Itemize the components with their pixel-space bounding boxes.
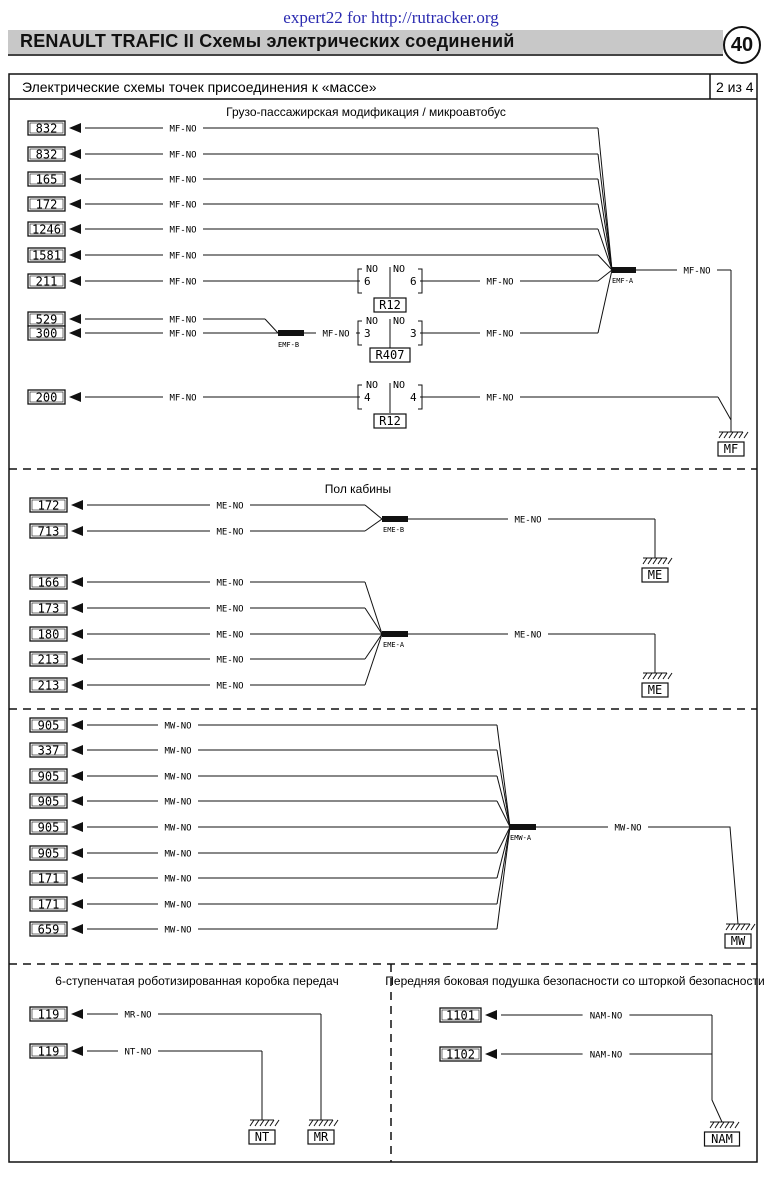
ground-label: MF [723,442,739,456]
splice-label: EME-A [383,641,405,649]
wire [365,582,382,634]
watermark-url: expert22 for http://rutracker.org [283,8,499,27]
ground-hatch [715,1122,719,1128]
ground-hatch [668,558,672,564]
ground-hatch [730,1122,734,1128]
arrow-icon [71,577,83,587]
arrow-icon [69,328,81,338]
connector-label: 213 [37,678,60,693]
wire-label: ME-NO [514,630,542,641]
arrow-icon [71,1009,83,1019]
ground-hatch [250,1120,254,1126]
wire [497,776,510,827]
connector-label: 832 [35,121,58,136]
connector-label: 173 [37,601,60,616]
wire-label: MW-NO [614,823,642,834]
arrow-icon [69,314,81,324]
arrow-icon [71,873,83,883]
wire-label: MW-NO [164,721,192,732]
ground-hatch [739,432,743,438]
wire [365,519,382,531]
arrow-icon [71,745,83,755]
wire-label: ME-NO [216,604,244,615]
relay-pin-left: 6 [364,275,371,288]
page-number-badge: 40 [723,26,761,64]
ground-hatch [729,432,733,438]
wire-label: MW-NO [164,874,192,885]
arrow-icon [69,123,81,133]
ground-hatch [719,432,723,438]
ground-hatch [668,673,672,679]
wire [365,634,382,685]
connector-label: 165 [35,172,58,187]
connector-label: 166 [37,575,60,590]
wire [265,319,278,333]
wire-label: MF-NO [169,277,197,288]
wire [598,179,612,270]
connector-label: 172 [37,498,60,513]
wire-label: MW-NO [164,900,192,911]
arrow-icon [69,224,81,234]
wire-label: MF-NO [486,393,514,404]
ground-wire [712,1015,722,1122]
splice-block [382,516,408,522]
arrow-icon [71,822,83,832]
wire-label: MF-NO [486,277,514,288]
ground-hatch [648,558,652,564]
wire-label: MF-NO [169,150,197,161]
relay-contact-label: NO [366,264,379,275]
wire-label: ME-NO [216,578,244,589]
connector-label: 171 [37,897,60,912]
arrow-icon [71,720,83,730]
wire-label: MW-NO [164,849,192,860]
arrow-icon [69,276,81,286]
ground-hatch [734,432,738,438]
ground-hatch [710,1122,714,1128]
wire-label: ME-NO [216,630,244,641]
splice-block [510,824,536,830]
ground-hatch [724,432,728,438]
connector-label: 119 [37,1007,60,1022]
arrow-icon [69,250,81,260]
ground-hatch [751,924,755,930]
ground-hatch [741,924,745,930]
ground-hatch [324,1120,328,1126]
connector-label: 337 [37,743,60,758]
relay-contact-label: NO [366,380,379,391]
splice-block [612,267,636,273]
ground-hatch [260,1120,264,1126]
wire [365,608,382,634]
ground-hatch [265,1120,269,1126]
connector-label: 905 [37,820,60,835]
ground-hatch [334,1120,338,1126]
ground-hatch [735,1122,739,1128]
ground-hatch [658,673,662,679]
connector-label: 119 [37,1044,60,1059]
connector-label: 713 [37,524,60,539]
relay-pin-left: 3 [364,327,371,340]
ground-label: NT [254,1130,270,1144]
connector-label: 171 [37,871,60,886]
connector-label: 832 [35,147,58,162]
connector-label: 1101 [446,1008,475,1023]
relay-pin-right: 6 [410,275,417,288]
arrow-icon [69,149,81,159]
wire-label: MF-NO [169,329,197,340]
relay-contact-label: NO [393,316,406,327]
section-title-airbag: Передняя боковая подушка безопасности со шторкой безопасности [385,974,765,988]
wire-label: ME-NO [216,501,244,512]
wire-label: MF-NO [169,393,197,404]
connector-label: 905 [37,769,60,784]
ground-hatch [746,924,750,930]
ground-hatch [725,1122,729,1128]
wire-label: ME-NO [216,655,244,666]
wire [497,725,510,827]
wire-label: ME-NO [514,515,542,526]
connector-label: 1581 [32,248,61,263]
ground-hatch [643,558,647,564]
ground-hatch [663,558,667,564]
wire-label: MF-NO [169,124,197,135]
wire [718,397,731,420]
connector-label: 300 [35,326,58,341]
splice-label: EMF-B [278,341,300,349]
arrow-icon [69,174,81,184]
relay-name: R12 [379,414,401,428]
connector-label: 659 [37,922,60,937]
wire-label: MR-NO [124,1010,152,1021]
connector-label: 529 [35,312,58,327]
wire-label: MF-NO [169,251,197,262]
wire-label: MF-NO [486,329,514,340]
ground-hatch [319,1120,323,1126]
arrow-icon [485,1049,497,1059]
ground-wire [726,827,738,924]
arrow-icon [71,1046,83,1056]
wire-label: MF-NO [169,200,197,211]
splice-block [382,631,408,637]
wire [497,750,510,827]
wire [365,505,382,519]
connector-label: 905 [37,846,60,861]
relay-contact-label: NO [393,264,406,275]
ground-label: ME [647,683,663,697]
ground-hatch [329,1120,333,1126]
ground-hatch [255,1120,259,1126]
wire-label: MW-NO [164,772,192,783]
diagram-frame [9,74,757,1162]
arrow-icon [71,654,83,664]
wire-label: NAM-NO [589,1011,623,1022]
splice-block [278,330,304,336]
ground-label: NAM [711,1132,733,1146]
connector-label: 172 [35,197,58,212]
ground-hatch [731,924,735,930]
ground-label: MW [730,934,746,948]
banner-title: RENAULT TRAFIC II Схемы электрических соединений [20,31,515,51]
arrow-icon [71,848,83,858]
ground-hatch [270,1120,274,1126]
section-title-cabin-floor: Пол кабины [324,482,392,496]
wire-label: MF-NO [169,315,197,326]
ground-hatch [314,1120,318,1126]
connector-label: 200 [35,390,58,405]
section-title-gearbox: 6-ступенчатая роботизированная коробка передач [55,974,339,988]
wire-label: MF-NO [683,266,711,277]
sheet-indicator: 2 из 4 [716,79,754,95]
wire [497,827,510,929]
wire-label: MF-NO [169,175,197,186]
relay-pin-left: 4 [364,391,371,404]
wire-label: ME-NO [216,527,244,538]
diagram-title: Электрические схемы точек присоединения к «массе» [22,79,377,95]
arrow-icon [71,526,83,536]
wire-label: NT-NO [124,1047,152,1058]
ground-hatch [658,558,662,564]
wire-label: MW-NO [164,746,192,757]
wire-label: NAM-NO [589,1050,623,1061]
connector-label: 1102 [446,1047,475,1062]
ground-hatch [275,1120,279,1126]
wire-label: MW-NO [164,797,192,808]
arrow-icon [71,771,83,781]
ground-hatch [648,673,652,679]
connector-label: 905 [37,718,60,733]
arrow-icon [71,603,83,613]
ground-hatch [744,432,748,438]
relay-contact-label: NO [366,316,379,327]
splice-label: EMF-A [612,277,634,285]
arrow-icon [71,796,83,806]
wire [497,827,510,878]
ground-hatch [720,1122,724,1128]
arrow-icon [69,392,81,402]
arrow-icon [485,1010,497,1020]
connector-label: 213 [37,652,60,667]
ground-hatch [726,924,730,930]
ground-hatch [736,924,740,930]
section-title-cargo-passenger: Грузо-пассажирская модификация / микроавтобус [226,105,506,119]
ground-hatch [643,673,647,679]
connector-label: 180 [37,627,60,642]
ground-label: MR [313,1130,329,1144]
splice-label: EME-B [383,526,405,534]
wire-label: MW-NO [164,925,192,936]
relay-name: R407 [375,348,405,362]
ground-label: ME [647,568,663,582]
arrow-icon [71,680,83,690]
splice-label: EMW-A [510,834,532,842]
relay-contact-label: NO [393,380,406,391]
arrow-icon [71,500,83,510]
wire [365,634,382,659]
connector-label: 211 [35,274,58,289]
arrow-icon [71,899,83,909]
wire-label: MF-NO [169,225,197,236]
ground-hatch [663,673,667,679]
connector-label: 905 [37,794,60,809]
wire-label: MW-NO [164,823,192,834]
connector-label: 1246 [32,222,61,237]
ground-hatch [653,558,657,564]
wire-label: ME-NO [216,681,244,692]
relay-name: R12 [379,298,401,312]
arrow-icon [71,629,83,639]
relay-pin-right: 3 [410,327,417,340]
arrow-icon [69,199,81,209]
arrow-icon [71,924,83,934]
relay-pin-right: 4 [410,391,417,404]
ground-hatch [653,673,657,679]
wire-label: MF-NO [322,329,350,340]
ground-hatch [309,1120,313,1126]
